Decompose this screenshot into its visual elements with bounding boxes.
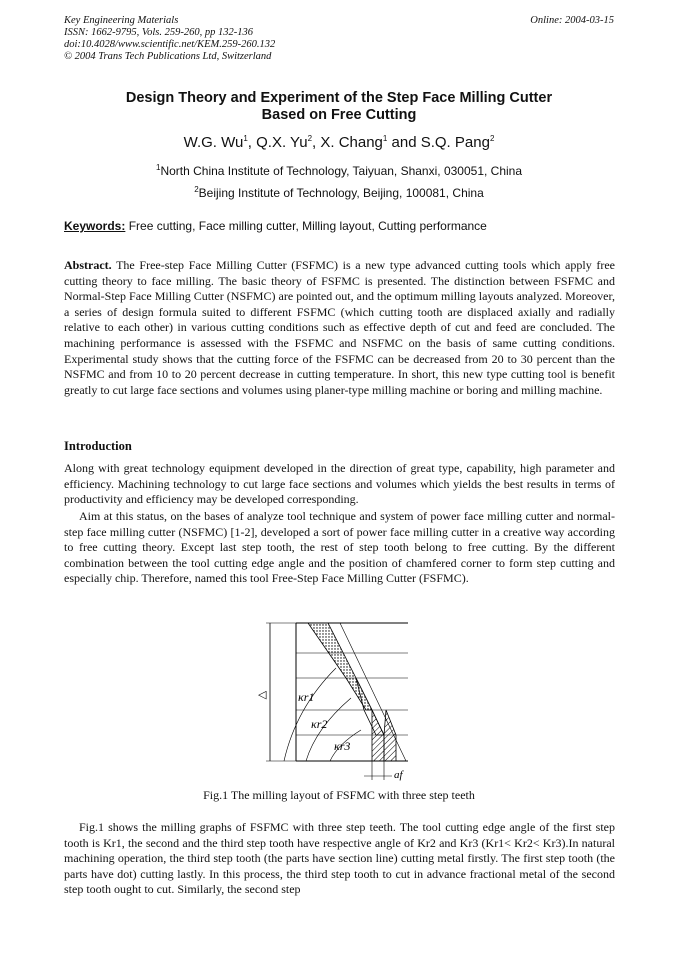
figure-caption: Fig.1 The milling layout of FSFMC with three step teeth [203,788,475,802]
abstract-label: Abstract. [64,258,112,272]
intro-paragraph-1: Along with great technology equipment developed in the direction of great type, capability, high parameter and efficiency. Machining technology to cut large face sections and volumes which yields the best results in terms of productivity and efficiency may be developed corresponding. [64,461,615,507]
abstract [64,258,615,398]
authors: W.G. Wu$^1$, Q.X. Yu$^2$, X. Chang$^1$ and S.Q. Pang$^2$ [183,134,495,151]
journal-name: Key Engineering Materials [64,15,179,26]
milling-layout-figure [256,618,426,783]
affiliation-1: $^1$North China Institute of Technology, Taiyuan, Shanxi, 030051, China [155,163,523,178]
online-date: Online: 2004-03-15 [530,15,614,26]
page-header [64,15,614,63]
doi-line: doi:10.4028/www.scientific.net/KEM.259-260.132 [64,39,276,50]
title-line-1: Design Theory and Experiment of the Step Face Milling Cutter [125,90,553,106]
copyright-line: © 2004 Trans Tech Publications Ltd, Switzerland [64,51,272,62]
keywords-text: Free cutting, Face milling cutter, Milling layout, Cutting performance [128,219,487,233]
keywords-label: Keywords: [64,219,126,233]
title-line-2: Based on Free Cutting [261,107,417,123]
paper-title [0,90,678,124]
label-kr1: κr1 [298,690,315,704]
intro-paragraph-2: Aim at this status, on the bases of analyze tool technique and system of power face milling cutter and normal-step face milling cutter (NSFMC) [1-2], developed a sort of power face milling cutter in a creative way according to free cutting theory. Except last step tooth, the rest of step tooth belong to free cutting. By the different combination between the tool cutting edge angle and the position of chamfered corner to form step cutting and especially chip. Therefore, named this tool Free-Step Face Milling Cutter (FSFMC). [64,509,615,586]
section-heading-introduction: Introduction [64,439,132,453]
affiliation-2: $^2$Beijing Institute of Technology, Beijing, 100081, China [194,185,484,200]
label-kr2: κr2 [311,717,328,731]
intro-paragraph-3: Fig.1 shows the milling graphs of FSFMC with three step teeth. The tool cutting edge angle of the first step tooth is Kr1, the second and the third step tooth have respective angle of Kr2 and Kr3 (Kr1< Kr2< Kr3).In natural machining operation, the third step tooth (the parts have section line) cutting metal firstly. The first step tooth (the parts have dot) cutting lastly. In this process, the third step tooth to cut in advance fractional metal of the second step tooth ought to cut. Similarly, the second step [64,820,615,897]
label-kr3: κr3 [334,739,351,753]
label-af: af [394,769,403,781]
issn-line: ISSN: 1662-9795, Vols. 259-260, pp 132-136 [64,27,253,38]
direction-triangle: ◁ [258,688,267,701]
abstract-text: The Free-step Face Milling Cutter (FSFMC) is a new type advanced cutting tools which apply free cutting theory to face milling. The basic theory of FSFMC is presented. The distinction between FSFMC and Normal-Step Face Milling Cutter (NSFMC) are pointed out, and the optimum milling layouts analyzed. Moreover, a series of design formula suited to different FSFMC (which cutting tooth are displaced axially and radially relative to each other) in various cutting conditions such as effective depth of cut and feed are concluded. The machining performance is assessed with the FSFMC and NSFMC on the basis of same cutting conditions. Experimental study shows that the cutting force of the FSFMC can be decreased from 20 to 30 percent than the NSFMC and from 10 to 20 percent decrease in cutting temperature. In short, this new type cutting tool is benefit greatly to cut large face sections and volumes using planer-type milling machine or boring and milling machine. [64,258,615,397]
keywords [64,219,624,233]
